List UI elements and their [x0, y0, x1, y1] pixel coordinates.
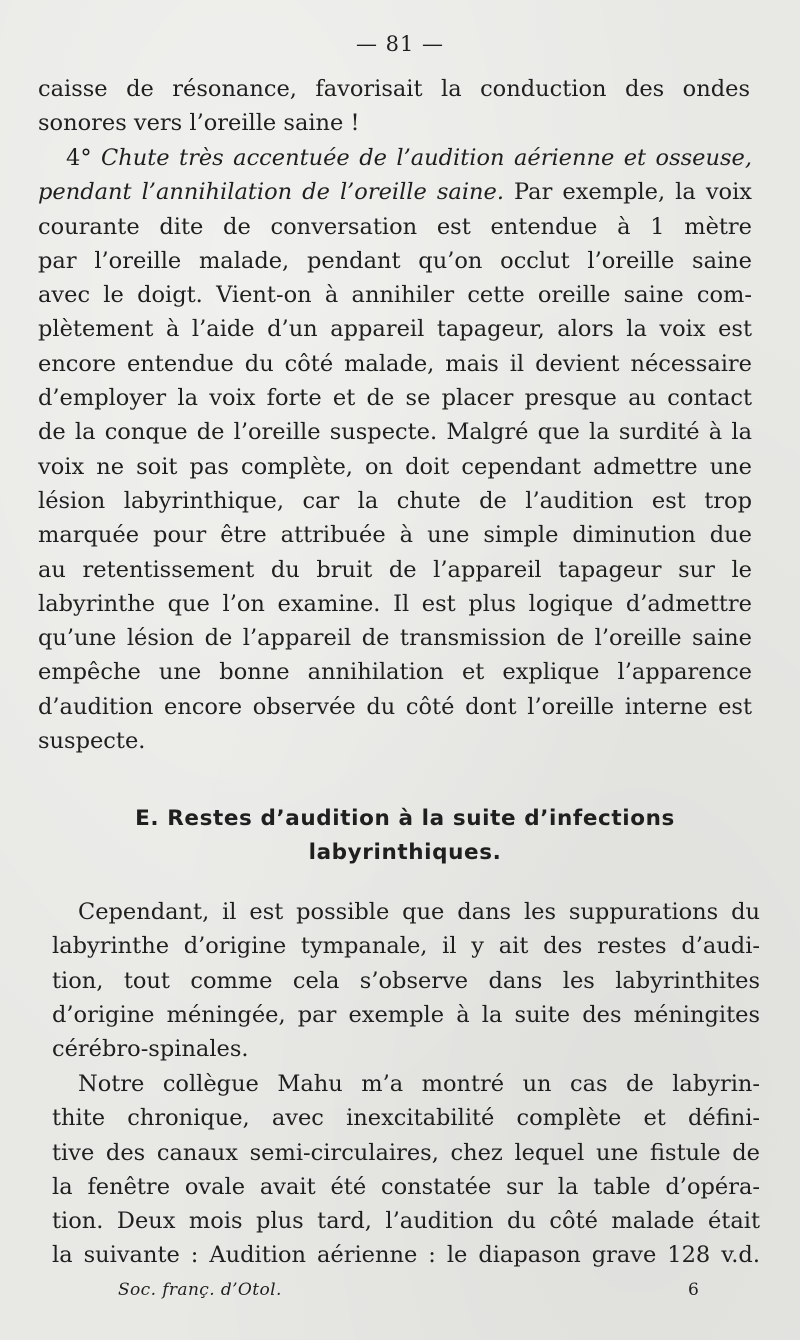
point-number: 4° — [66, 145, 102, 171]
text-line: Cependant, il est possible que dans les suppurations du — [78, 899, 760, 925]
paragraph-point-4 — [38, 141, 752, 758]
text-line: courante dite de conversation est entendue à 1 mètre — [38, 213, 752, 240]
text-line: labyrinthe que l’on examine. Il est plus logique d’admettre — [38, 590, 752, 617]
text-line — [38, 175, 752, 209]
text-line: tion, tout comme cela s’observe dans les labyrinthites — [52, 967, 760, 994]
text-line: d’employer la voix forte et de se placer presque au contact — [38, 385, 752, 412]
italic-heading-part-1: Chute très accentuée de l’audition aérienne et osseuse, — [101, 145, 753, 171]
text-line: empêche une bonne annihilation et explique l’apparence — [38, 659, 752, 686]
text-line: de la conque de l’oreille suspecte. Malgré que la surdité à la — [38, 419, 752, 446]
text-line: tion. Deux mois plus tard, l’audition du côté malade était — [52, 1208, 760, 1235]
text-line: marquée pour être attribuée à une simple diminution due — [38, 522, 752, 549]
text-line — [38, 141, 752, 175]
text-line: labyrinthe d’origine tympanale, il y ait des restes d’audi- — [52, 933, 760, 960]
text-line: par l’oreille malade, pendant qu’on occlut l’oreille saine — [38, 247, 752, 274]
page-number: — 81 — — [355, 32, 445, 56]
paragraph-cependant — [52, 895, 760, 1066]
text-line: au retentissement du bruit de l’appareil tapageur sur le — [38, 556, 752, 583]
text-continuation: Par exemple, la voix — [504, 179, 752, 206]
paragraph-notre-collegue — [52, 1067, 760, 1273]
text-line: sonores vers l’oreille saine ! — [38, 110, 360, 137]
text-line: encore entendue du côté malade, mais il devient nécessaire — [38, 350, 752, 377]
text-line: cérébro-spinales. — [52, 1036, 249, 1063]
paragraph-continuation — [38, 72, 750, 141]
text-line: qu’une lésion de l’appareil de transmission de l’oreille saine — [38, 625, 752, 652]
text-line: la suivante : Audition aérienne : le diapason grave 128 v.d. — [52, 1242, 760, 1269]
italic-heading-part-2: pendant l’annihilation de l’oreille saine. — [38, 179, 504, 206]
text-line: lésion labyrinthique, car la chute de l’audition est trop — [38, 487, 752, 514]
text-line: thite chronique, avec inexcitabilité complète et défini- — [52, 1105, 760, 1132]
footer-journal-signature: Soc. franç. d’Otol. — [118, 1280, 282, 1300]
text-line: d’audition encore observée du côté dont l’oreille interne est — [38, 693, 752, 720]
text-line: tive des canaux semi-circulaires, chez lequel une fistule de — [52, 1139, 760, 1166]
text-line: plètement à l’aide d’un appareil tapageur, alors la voix est — [38, 316, 752, 343]
text-line: d’origine méningée, par exemple à la suite des méningites — [52, 1001, 760, 1028]
section-heading-continuation: labyrinthiques. — [308, 840, 502, 865]
text-line: caisse de résonance, favorisait la conduction des ondes — [38, 76, 750, 102]
text-line: la fenêtre ovale avait été constatée sur la table d’opéra- — [52, 1173, 760, 1200]
text-line: avec le doigt. Vient-on à annihiler cette oreille saine com- — [38, 282, 752, 309]
footer-signature-mark: 6 — [688, 1280, 699, 1300]
text-line: Notre collègue Mahu m’a montré un cas de labyrin- — [78, 1071, 760, 1097]
section-heading: E. Restes d’audition à la suite d’infections — [135, 806, 675, 831]
text-line: suspecte. — [38, 728, 146, 755]
text-line: voix ne soit pas complète, on doit cependant admettre une — [38, 453, 752, 480]
